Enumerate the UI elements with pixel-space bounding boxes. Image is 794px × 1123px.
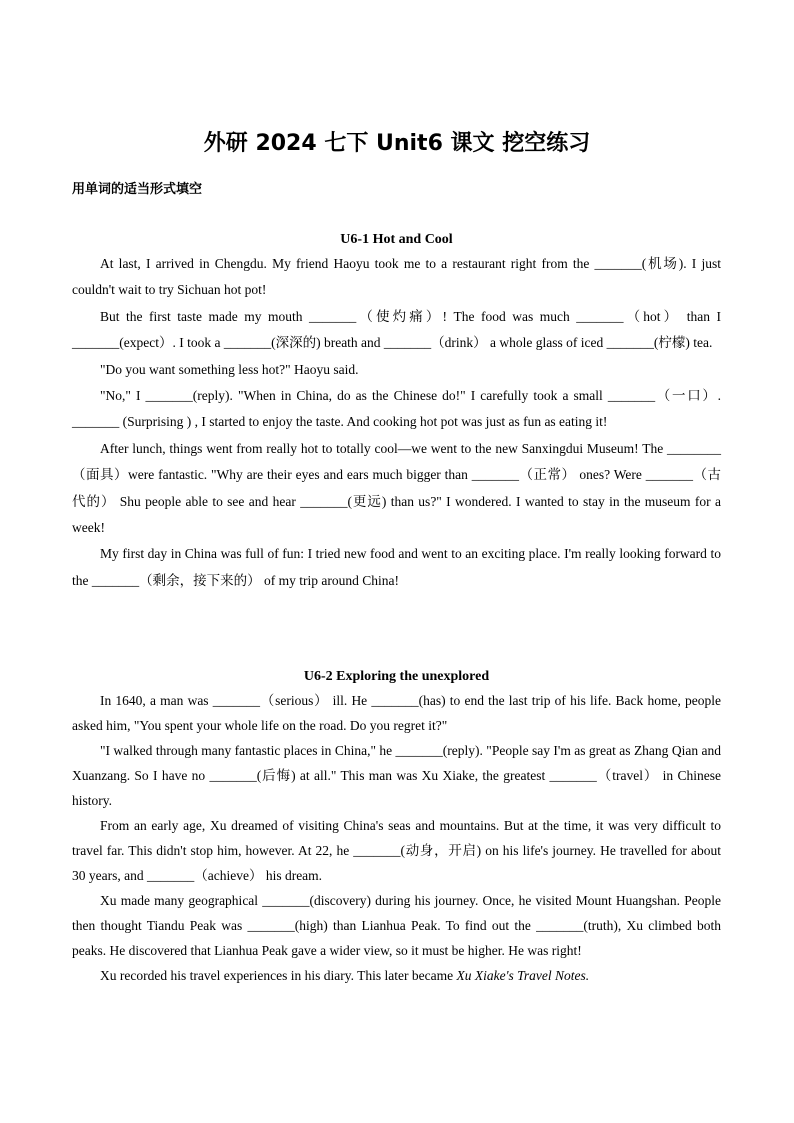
paragraph: "I walked through many fantastic places in China," he _______(reply). "People say I'm as great as Zhang Qian and Xuanzang. So I have no _______(后悔) at all." This man was Xu Xiake, the greatest _______（travel） in Chinese history. [72, 743, 721, 808]
paragraph-text: Xu recorded his travel experiences in his diary. This later became [100, 968, 457, 983]
paragraph: After lunch, things went from really hot to totally cool—we went to the new Sanxingdui Museum! The ________（面具）were fantastic. "Why are their eyes and ears much bigger than _______（正常） ones? Were _______（古代的） Shu people able to see and hear _______(更远) than us?" I wondered. I wanted to stay in the museum for a week! [72, 440, 721, 536]
paragraph: "Do you want something less hot?" Haoyu said. [100, 361, 359, 377]
exercise-instruction: 用单词的适当形式填空 [72, 182, 203, 197]
book-title: Xu Xiake's Travel Notes. [456, 968, 590, 983]
section-hot-and-cool [72, 229, 721, 594]
paragraph: From an early age, Xu dreamed of visiting China's seas and mountains. But at the time, it was very difficult to travel far. This didn't stop him, however. At 22, he _______(动身，开启) on his life's journey. He travelled for about 30 years, and _______（achieve） his dream. [72, 818, 721, 883]
paragraph: My first day in China was full of fun: I tried new food and went to an exciting place. I'm really looking forward to the _______（剩余，接下来的） of my trip around China! [72, 546, 721, 588]
paragraph-last [72, 963, 721, 988]
paragraph: "No," I _______(reply). "When in China, do as the Chinese do!" I carefully took a small _______（一口）. _______ (Surprising ) , I started to enjoy the taste. And cooking hot pot was just as fun as eating it! [72, 388, 721, 430]
paragraph: Xu made many geographical _______(discovery) during his journey. Once, he visited Mount Huangshan. People then thought Tiandu Peak was _______(high) than Lianhua Peak. To find out the _______(truth), Xu climbed both peaks. He discovered that Lianhua Peak gave a wider view, so it must be higher. He was right! [72, 893, 721, 958]
document-title: 外研 2024 七下 Unit6 课文 挖空练习 [203, 131, 591, 156]
section-title: U6-1 Hot and Cool [340, 232, 453, 247]
section-exploring-the-unexplored [72, 666, 721, 988]
section-title: U6-2 Exploring the unexplored [303, 669, 490, 684]
paragraph: In 1640, a man was _______（serious） ill. He _______(has) to end the last trip of his life. Back home, people asked him, "You spent your whole life on the road. Do you regret it?" [72, 693, 721, 733]
paragraph: But the first taste made my mouth _______（使灼痛）! The food was much _______（hot） than I _______(expect）. I took a _______(深深的) breath and _______（drink） a whole glass of iced _______(柠檬) tea. [72, 308, 721, 351]
paragraph: At last, I arrived in Chengdu. My friend Haoyu took me to a restaurant right from the _______(机场). I just couldn't wait to try Sichuan hot pot! [72, 256, 721, 298]
